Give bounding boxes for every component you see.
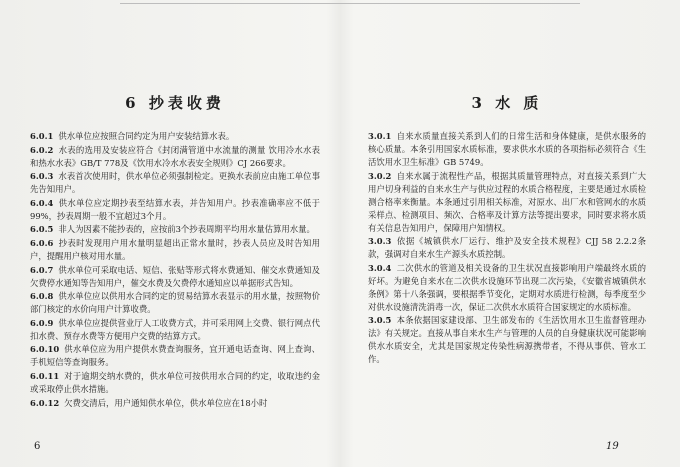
clause-number: 6.0.12 <box>30 397 60 408</box>
clause-text: 水表的选用及安装应符合《封闭满管道中水流量的测量 饮用冷水水表和热水水表》GB/T 778及《饮用水冷水水表安全规则》CJ 266要求。 <box>30 144 320 168</box>
clause-text: 对于逾期交纳水费的，供水单位可按供用水合同的约定，收取违约金或采取停止供水措施。 <box>30 370 320 394</box>
clause-paragraph <box>368 235 646 261</box>
clause-paragraph <box>30 130 320 143</box>
clause-number: 6.0.7 <box>30 264 54 275</box>
clause-paragraph <box>30 370 320 396</box>
clause-paragraph <box>368 262 646 314</box>
right-page-body <box>368 130 646 367</box>
clause-paragraph <box>30 170 320 196</box>
clause-text: 非人为因素不能抄表的，应按前3个抄表周期平均用水量估算用水量。 <box>58 224 315 235</box>
clause-text: 欠费交清后，用户通知供水单位，供水单位应在18小时 <box>64 397 268 408</box>
clause-number: 3.0.3 <box>368 236 392 247</box>
clause-text: 供水单位应为用户提供水费查询服务，宜开通电话查询、网上查询、手机短信等查询服务。 <box>30 344 320 368</box>
left-page <box>30 0 320 467</box>
clause-paragraph <box>30 197 320 223</box>
clause-text: 抄表时发现用户用水量明显超出正常水量时，抄表人员应及时告知用户，提醒用户核对用水量。 <box>30 237 320 261</box>
clause-number: 6.0.4 <box>30 197 54 208</box>
right-page-heading: 3 水 质 <box>471 94 543 112</box>
right-page <box>368 0 646 467</box>
clause-text: 依据《城镇供水厂运行、维护及安全技术规程》CJJ 58 2.2.2条款，强调对自来水生产源头水质控制。 <box>368 236 646 260</box>
clause-text: 供水单位可采取电话、短信、张贴等形式将水费通知、催交水费通知及欠费停水通知等告知用户，催交水费及欠费停水通知应以单据形式告知。 <box>30 264 320 288</box>
clause-number: 3.0.2 <box>368 170 392 181</box>
clause-text: 供水单位应定期抄表至结算水表，并告知用户。抄表准确率应不低于99%，抄表周期一般不宜超过3个月。 <box>30 197 320 221</box>
clause-number: 6.0.10 <box>30 344 60 355</box>
clause-paragraph <box>30 343 320 369</box>
clause-paragraph <box>368 314 646 366</box>
clause-text: 本条依据国家建设部、卫生部发布的《生活饮用水卫生监督管理办法》有关规定。直接从事自来水生产与管理的人员的自身健康状况可能影响供水水质安全，尤其是国家规定传染性病源携带者，不得从事供、管水工作。 <box>368 315 646 365</box>
clause-number: 6.0.3 <box>30 171 54 182</box>
clause-paragraph <box>30 290 320 316</box>
clause-text: 自来水质量直接关系到人们的日常生活和身体健康，是供水服务的核心质量。本条引用国家水质标准，要求供水水质的各项指标必须符合《生活饮用水卫生标准》GB 5749。 <box>368 131 646 167</box>
clause-text: 水表首次使用时，供水单位必须强制检定。更换水表前应由施工单位事先告知用户。 <box>30 171 320 195</box>
clause-paragraph <box>30 397 320 410</box>
clause-number: 6.0.9 <box>30 317 54 328</box>
clause-text: 供水单位应以供用水合同约定的贸易结算水表显示的用水量，按照物价部门核定的水价向用户计算收费。 <box>30 291 320 315</box>
clause-paragraph <box>30 264 320 290</box>
clause-text: 二次供水的管道及相关设备的卫生状况直接影响用户端最终水质的好坏。为避免自来水在二次供水设施环节出现二次污染，《安徽省城镇供水条例》第十八条强调，要根据季节变化，定期对水质进行检测，每季度至少对供水设施清洗消毒一次，保证二次供水水质符合国家规定的水质标准。 <box>368 262 646 312</box>
clause-paragraph <box>368 130 646 169</box>
clause-number: 6.0.6 <box>30 237 54 248</box>
clause-paragraph <box>30 223 320 236</box>
clause-paragraph <box>30 317 320 343</box>
clause-number: 6.0.5 <box>30 224 54 235</box>
clause-number: 6.0.8 <box>30 291 54 302</box>
clause-number: 6.0.11 <box>30 370 60 381</box>
right-page-number: 19 <box>606 441 619 452</box>
clause-number: 6.0.2 <box>30 144 54 155</box>
clause-paragraph <box>30 237 320 263</box>
clause-paragraph <box>368 170 646 235</box>
clause-number: 3.0.5 <box>368 315 392 326</box>
clause-paragraph <box>30 144 320 170</box>
clause-text: 供水单位应按照合同约定为用户安装结算水表。 <box>58 131 235 141</box>
clause-number: 6.0.1 <box>30 131 54 141</box>
left-page-heading: 6 抄表收费 <box>125 94 225 112</box>
clause-number: 3.0.4 <box>368 262 392 273</box>
clause-text: 自来水属于流程性产品，根据其质量管理特点，对直接关系到广大用户切身利益的自来水生产与供应过程的水质合格程度，主要是通过水质检测合格率来衡量。本条通过引用相关标准，对原水、出厂水和管网水的水质采样点、检测项目、频次、合格率及计算方法等提出要求，同时要求将水质有关信息告知用户，保障用户知情权。 <box>368 170 646 233</box>
left-page-number: 6 <box>34 441 41 452</box>
left-page-body <box>30 130 320 410</box>
clause-text: 供水单位应提供营业厅人工收费方式，并可采用网上交费、银行网点代扣水费、预存水费等方便用户交费的结算方式。 <box>30 317 320 341</box>
clause-number: 3.0.1 <box>368 131 392 141</box>
